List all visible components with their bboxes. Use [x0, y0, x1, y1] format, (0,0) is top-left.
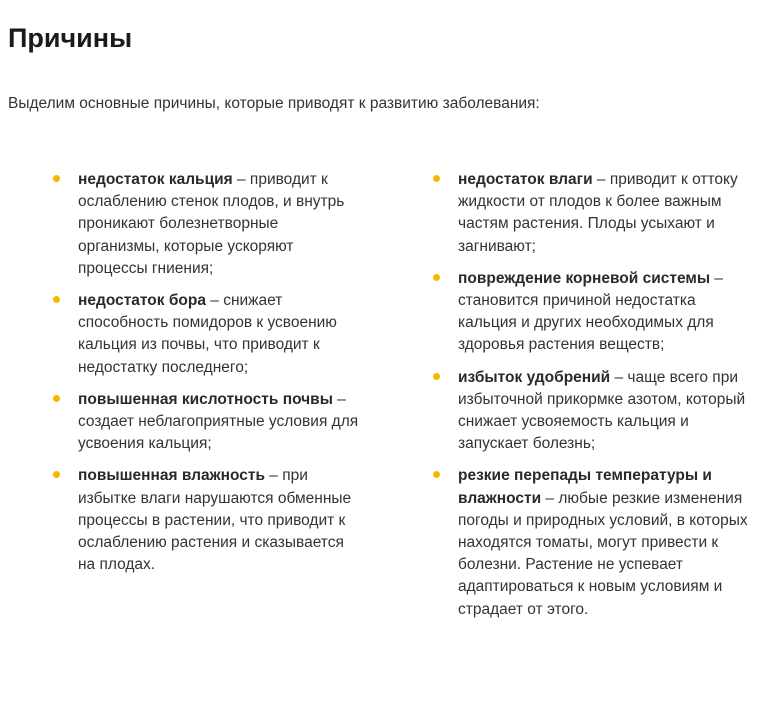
- list-item: [430, 169, 750, 258]
- list-item: [430, 268, 750, 357]
- list-item: [50, 389, 360, 456]
- causes-list-right: [430, 169, 750, 631]
- list-item: [430, 367, 750, 456]
- cause-description: – снижает способность помидоров к усвоению кальция из почвы, что приводит к недостатку последнего;: [78, 292, 337, 376]
- cause-term: недостаток влаги: [458, 171, 593, 188]
- cause-term: недостаток кальция: [78, 171, 233, 188]
- cause-description: – становится причиной недостатка кальция и других необходимых для здоровья растения веществ;: [458, 269, 724, 354]
- bullet-dot-icon: [53, 296, 60, 303]
- intro-paragraph: Выделим основные причины, которые приводят к развитию заболевания:: [8, 95, 540, 112]
- bullet-dot-icon: [53, 395, 60, 402]
- bullet-dot-icon: [433, 471, 440, 478]
- causes-list-left: [50, 169, 360, 586]
- cause-term: повышенная влажность: [78, 467, 265, 485]
- cause-term: повреждение корневой системы: [458, 269, 711, 287]
- cause-description: – приводит к оттоку жидкости от плодов к более важным частям растения. Плоды усыхают и загнивают;: [458, 171, 738, 255]
- bullet-dot-icon: [53, 175, 60, 182]
- cause-term: избыток удобрений: [458, 368, 611, 386]
- cause-term: резкие перепады температуры и влажности: [458, 467, 712, 507]
- cause-description: – любые резкие изменения погоды и природных условий, в которых находятся томаты, могут привести к болезни. Растение не успевает адаптироваться к новым условиям и страдает от этого.: [458, 489, 748, 618]
- cause-description: – приводит к ослаблению стенок плодов, и внутрь проникают болезнетворные организмы, которые ускоряют процессы гниения;: [78, 171, 345, 277]
- section-title: Причины: [8, 23, 133, 53]
- bullet-dot-icon: [433, 274, 440, 281]
- list-item: [50, 169, 360, 280]
- cause-term: недостаток бора: [78, 292, 206, 310]
- cause-description: – чаще всего при избыточной прикормке азотом, который снижает усвояемость кальция и запускает болезнь;: [458, 368, 746, 453]
- list-item: [430, 465, 750, 620]
- bullet-dot-icon: [53, 471, 60, 478]
- cause-description: – создает неблагоприятные условия для усвоения кальция;: [78, 390, 359, 453]
- list-item: [50, 465, 360, 576]
- cause-description: – при избытке влаги нарушаются обменные процессы в растении, что приводит к ослаблению растения и сказывается на плодах.: [78, 467, 352, 574]
- list-item: [50, 290, 360, 379]
- cause-term: повышенная кислотность почвы: [78, 390, 333, 408]
- bullet-dot-icon: [433, 175, 440, 182]
- bullet-dot-icon: [433, 373, 440, 380]
